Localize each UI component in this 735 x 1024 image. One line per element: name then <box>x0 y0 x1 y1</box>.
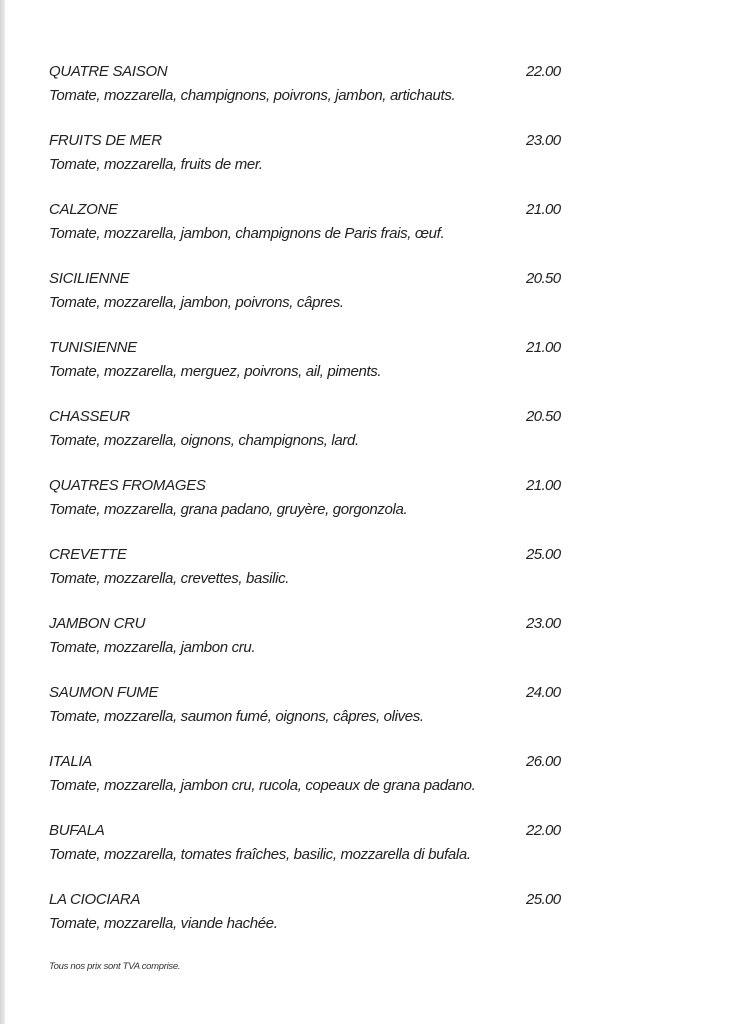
menu-item <box>49 821 569 890</box>
page-edge-shadow <box>0 0 5 1024</box>
menu-item <box>49 269 569 338</box>
menu-item-price: 22.00 <box>526 63 561 80</box>
menu-item-price: 23.00 <box>526 132 561 149</box>
menu-item-price: 21.00 <box>526 339 561 356</box>
menu-item-name: ITALIA <box>49 753 92 770</box>
menu-item-name: CHASSEUR <box>49 408 130 425</box>
menu-item-name: JAMBON CRU <box>49 615 146 632</box>
menu-item <box>49 62 569 131</box>
footer-note: Tous nos prix sont TVA comprise. <box>49 961 181 972</box>
menu-item-price: 21.00 <box>526 477 561 494</box>
menu-item-name: QUATRES FROMAGES <box>49 477 206 494</box>
menu-item-name: FRUITS DE MER <box>49 132 162 149</box>
menu-item-price: 24.00 <box>526 684 561 701</box>
menu-item <box>49 545 569 614</box>
menu-item-price: 25.00 <box>526 546 561 563</box>
menu-item-description: Tomate, mozzarella, merguez, poivrons, ail, piments. <box>49 363 382 380</box>
menu-item-name: QUATRE SAISON <box>49 63 168 80</box>
menu-item-price: 26.00 <box>526 753 561 770</box>
menu-item <box>49 683 569 752</box>
menu-item-description: Tomate, mozzarella, jambon cru. <box>49 639 256 656</box>
menu-item-description: Tomate, mozzarella, champignons, poivrons, jambon, artichauts. <box>49 87 456 104</box>
menu-item-description: Tomate, mozzarella, jambon cru, rucola, copeaux de grana padano. <box>49 777 476 794</box>
menu-item <box>49 752 569 821</box>
menu-item-description: Tomate, mozzarella, crevettes, basilic. <box>49 570 290 587</box>
menu-item-description: Tomate, mozzarella, jambon, poivrons, câpres. <box>49 294 344 311</box>
menu-item-price: 21.00 <box>526 201 561 218</box>
menu-item-description: Tomate, mozzarella, viande hachée. <box>49 915 278 932</box>
menu-item-price: 22.00 <box>526 822 561 839</box>
menu-item <box>49 131 569 200</box>
menu-item-name: LA CIOCIARA <box>49 891 141 908</box>
menu-item <box>49 614 569 683</box>
menu-item <box>49 407 569 476</box>
menu-item-name: TUNISIENNE <box>49 339 137 356</box>
menu-item <box>49 338 569 407</box>
menu-item-description: Tomate, mozzarella, grana padano, gruyère, gorgonzola. <box>49 501 408 518</box>
menu-item-name: BUFALA <box>49 822 105 839</box>
menu-item-description: Tomate, mozzarella, jambon, champignons de Paris frais, œuf. <box>49 225 445 242</box>
menu-item-price: 25.00 <box>526 891 561 908</box>
menu-item-name: CALZONE <box>49 201 118 218</box>
menu-item-description: Tomate, mozzarella, tomates fraîches, basilic, mozzarella di bufala. <box>49 846 471 863</box>
pizza-menu-list <box>49 62 569 959</box>
menu-item-name: SAUMON FUME <box>49 684 159 701</box>
menu-item-price: 20.50 <box>526 408 561 425</box>
menu-item-name: SICILIENNE <box>49 270 130 287</box>
menu-item <box>49 890 569 959</box>
menu-item-description: Tomate, mozzarella, fruits de mer. <box>49 156 263 173</box>
menu-item-description: Tomate, mozzarella, saumon fumé, oignons, câpres, olives. <box>49 708 424 725</box>
menu-item-price: 23.00 <box>526 615 561 632</box>
menu-item <box>49 200 569 269</box>
menu-item <box>49 476 569 545</box>
menu-item-name: CREVETTE <box>49 546 127 563</box>
menu-item-price: 20.50 <box>526 270 561 287</box>
menu-item-description: Tomate, mozzarella, oignons, champignons, lard. <box>49 432 359 449</box>
